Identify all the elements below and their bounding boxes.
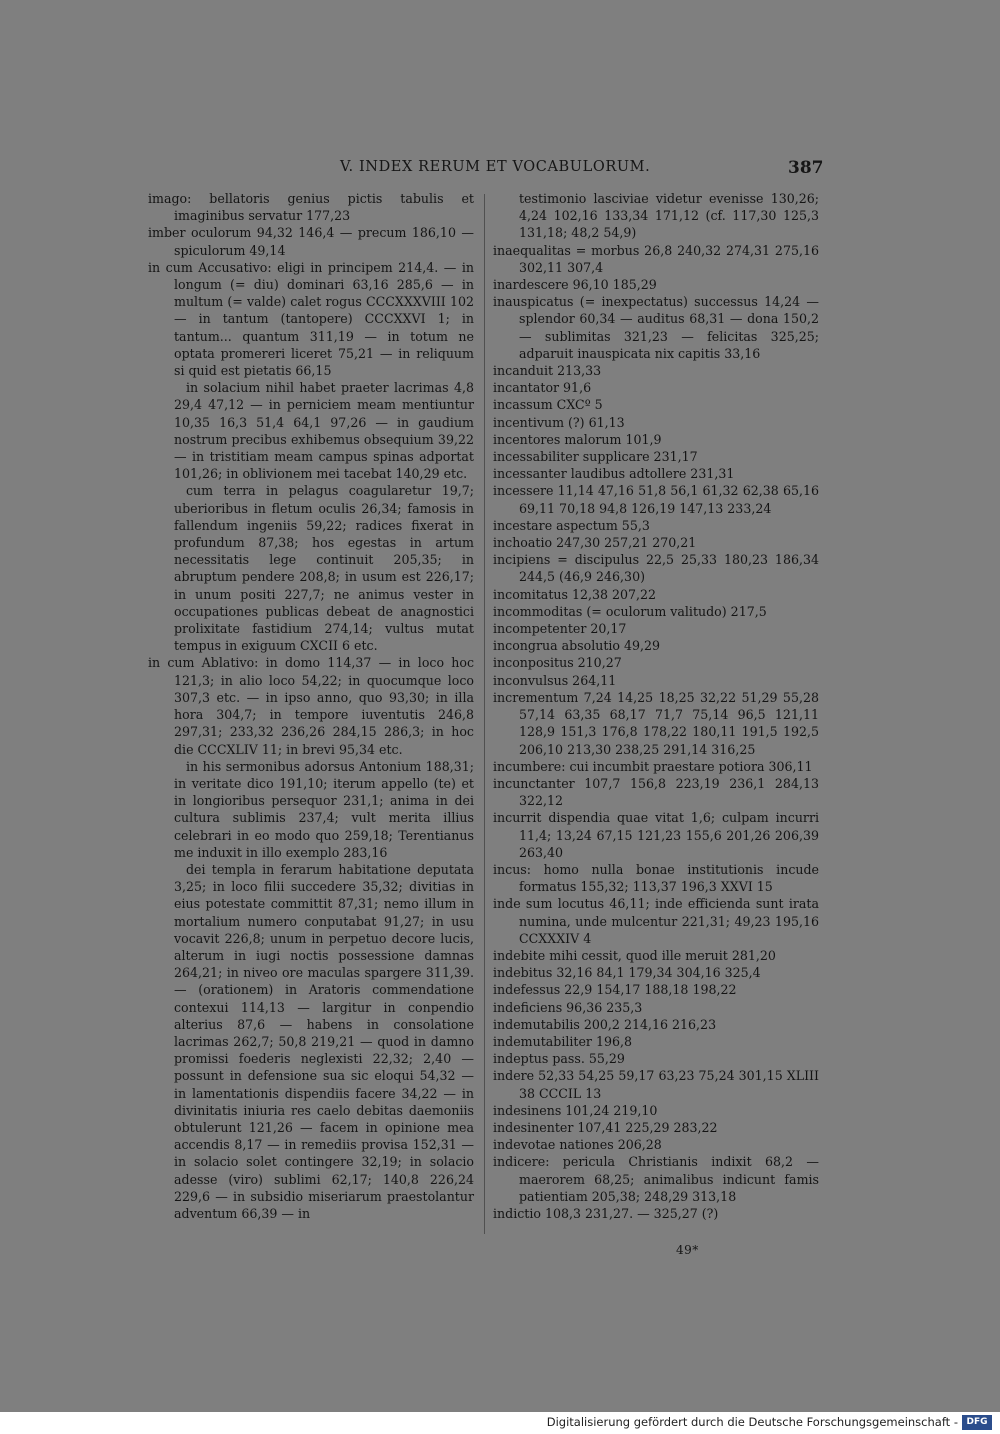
index-entry: incompetenter 20,17	[493, 621, 627, 637]
index-entry: incessabiliter supplicare 231,17	[493, 449, 698, 465]
index-entry: inauspicatus (= inexpectatus) successus 14,24 — splendor 60,34 — auditus 68,31 — dona 150,2 — sublimitas 321,23 — felicitas 325,25; adparuit inauspicata nix capitis 33,16	[493, 294, 819, 361]
index-entry: indeficiens 96,36 235,3	[493, 999, 643, 1015]
running-head: V. INDEX RERUM ET VOCABULORUM.	[340, 159, 651, 175]
index-entry: incestare aspectum 55,3	[493, 517, 650, 533]
index-entry: imber oculorum 94,32 146,4 — precum 186,10 — spiculorum 49,14	[148, 225, 474, 258]
column-divider	[484, 194, 485, 1234]
funding-notice: Digitalisierung gefördert durch die Deutsche Forschungsgemeinschaft -	[546, 1415, 958, 1429]
index-entry: incanduit 213,33	[493, 363, 602, 379]
index-entry: indefessus 22,9 154,17 188,18 198,22	[493, 982, 737, 998]
index-entry: indeptus pass. 55,29	[493, 1051, 625, 1067]
index-entry: indebite mihi cessit, quod ille meruit 281,20	[493, 947, 776, 963]
index-entry: incomitatus 12,38 207,22	[493, 586, 657, 602]
index-entry: incus: homo nulla bonae institutionis incude formatus 155,32; 113,37 196,3 XXVI 15	[493, 861, 819, 895]
index-entry: in cum Accusativo: eligi in principem 214,4. — in longum (= diu) dominari 63,16 285,6 — in multum (= valde) calet rogus CCCXXXVIII 102 — in tantum (tantopere) CCCXXVI 1; in tantum... quantum 311,19 — in totum ne optata promereri liceret 75,21 — in reliquum si quid est pietatis 66,15	[148, 259, 474, 379]
index-entry: incipiens = discipulus 22,5 25,33 180,23 186,34 244,5 (46,9 246,30)	[493, 552, 819, 585]
index-entry: incentores malorum 101,9	[493, 431, 662, 447]
index-entry: imago: bellatoris genius pictis tabulis et imaginibus servatur 177,23	[148, 191, 474, 224]
index-entry: indere 52,33 54,25 59,17 63,23 75,24 301,15 XLIII 38 CCCIL 13	[493, 1068, 819, 1101]
index-entry: incurrit dispendia quae vitat 1,6; culpam incurri 11,4; 13,24 67,15 121,23 155,6 201,26 206,39 263,40	[493, 810, 819, 860]
index-entry: indebitus 32,16 84,1 179,34 304,16 325,4	[493, 965, 761, 981]
index-entry: indictio 108,3 231,27. — 325,27 (?)	[493, 1205, 719, 1221]
index-entry: dei templa in ferarum habitatione deputata 3,25; in loco filii succedere 35,32; divitias in eius potestate committit 87,31; nemo illum in mortalium numero conputabat 91,27; in usu vocavit 226,8; unum in perpetuo decore lucis, alterum in iugi noctis possessione damnas 264,21; in niveo ore maculas spargere 311,39. — (orationem) in Aratoris commendatione contexui 114,13 — largitur in conpendio alterius 87,6 — habens in consolatione lacrimas 262,7; 50,8 219,21 — quod in damno promissi foederis neglexisti 22,32; 2,40 — possunt in defensione sua sic eloqui 54,32 — in lamentationis dispendiis facere 34,22 — in divinitatis iniuria res caelo debitas daemoniis obtulerunt 121,26 — facem in opinione mea accendis 8,17 — in remediis provisa 152,31 — in solacio solet contingere 32,19; in solacio adesse (viro) sublimi 62,17; 140,8 226,24 229,6 — in subsidio miseriarum praestolantur adventum 66,39 — in	[174, 861, 474, 1221]
index-entry: cum terra in pelagus coagularetur 19,7; uberioribus in fletum oculis 26,34; famosis in fallendum ingeniis 59,22; radices fixerat in profundum 87,38; hos egestas in artum necessitatis lege continuit 205,35; in abruptum pendere 208,8; in usum est 226,17; in unum positi 227,7; ne animus vester in occupationes publicas debeat de anagnostici prolixitate fastidium 274,14; vultus mutat tempus in exiguum CXCII 6 etc.	[174, 483, 474, 654]
index-entry: indemutabiliter 196,8	[493, 1033, 633, 1049]
index-entry: in cum Ablativo: in domo 114,37 — in loco hoc 121,3; in alio loco 54,22; in quocumque loco 307,3 etc. — in ipso anno, quo 93,30; in illa hora 304,7; in tempore iuventutis 246,8 297,31; 233,32 236,26 284,15 286,3; in hoc die CCCXLIV 11; in brevi 95,34 etc.	[148, 655, 474, 757]
index-entry: incommoditas (= oculorum valitudo) 217,5	[493, 603, 767, 619]
index-entry: testimonio lasciviae videtur evenisse 130,26; 4,24 102,16 133,34 171,12 (cf. 117,30 125,3 131,18; 48,2 54,9)	[519, 191, 819, 241]
index-entry: incrementum 7,24 14,25 18,25 32,22 51,29 55,28 57,14 63,35 68,17 71,7 75,14 96,5 121,11 128,9 151,3 176,8 178,22 180,11 191,5 192,5 206,10 213,30 238,25 291,14 316,25	[493, 689, 819, 757]
index-entry: inaequalitas = morbus 26,8 240,32 274,31 275,16 302,11 307,4	[493, 242, 819, 275]
index-entry: indesinenter 107,41 225,29 283,22	[493, 1119, 718, 1135]
index-entry: incentivum (?) 61,13	[493, 414, 625, 430]
index-column-left	[148, 190, 474, 1222]
index-entry: inconvulsus 264,11	[493, 672, 617, 688]
index-entry: indevotae nationes 206,28	[493, 1137, 662, 1153]
index-column-right	[493, 190, 819, 1222]
index-entry: incantator 91,6	[493, 380, 592, 396]
footer-bar	[0, 1412, 1000, 1434]
index-entry: incunctanter 107,7 156,8 223,19 236,1 284,13 322,12	[493, 775, 819, 809]
index-entry: inconpositus 210,27	[493, 655, 622, 671]
index-entry: inchoatio 247,30 257,21 270,21	[493, 535, 697, 551]
index-entry: inde sum locutus 46,11; inde efficienda sunt irata numina, unde mulcentur 221,31; 49,23 195,16 CCXXXIV 4	[493, 896, 819, 946]
index-entry: in his sermonibus adorsus Antonium 188,31; in veritate dico 191,10; iterum appello (te) et in longioribus persequor 231,1; anima in dei cultura sublimis 237,4; vult merita illius celebrari in eo modo quo 259,18; Terentianus me induxit in illo exemplo 283,16	[174, 758, 474, 860]
index-entry: incongrua absolutio 49,29	[493, 638, 661, 654]
index-entry: indicere: pericula Christianis indixit 68,2 — maerorem 68,25; animalibus indicunt famis patientiam 205,38; 248,29 313,18	[493, 1154, 819, 1204]
dfg-logo-icon: DFG	[962, 1415, 992, 1430]
index-entry: in solacium nihil habet praeter lacrimas 4,8 29,4 47,12 — in perniciem meam mentiuntur 10,35 16,3 51,4 64,1 97,26 — in gaudium nostrum precibus exhibemus obsequium 39,22 — in tristitiam meam campus spinas adportat 101,26; in oblivionem mei tacebat 140,29 etc.	[174, 380, 474, 482]
index-entry: incessanter laudibus adtollere 231,31	[493, 466, 735, 482]
index-entry: incessere 11,14 47,16 51,8 56,1 61,32 62,38 65,16 69,11 70,18 94,8 126,19 147,13 233,24	[493, 483, 819, 516]
index-entry: indemutabilis 200,2 214,16 216,23	[493, 1016, 717, 1032]
signature-mark: 49*	[676, 1243, 699, 1257]
index-entry: inardescere 96,10 185,29	[493, 277, 657, 293]
page-number: 387	[788, 158, 824, 178]
index-entry: incumbere: cui incumbit praestare potiora 306,11	[493, 758, 813, 774]
index-entry: incassum CXCº 5	[493, 397, 603, 413]
index-entry: indesinens 101,24 219,10	[493, 1102, 658, 1118]
